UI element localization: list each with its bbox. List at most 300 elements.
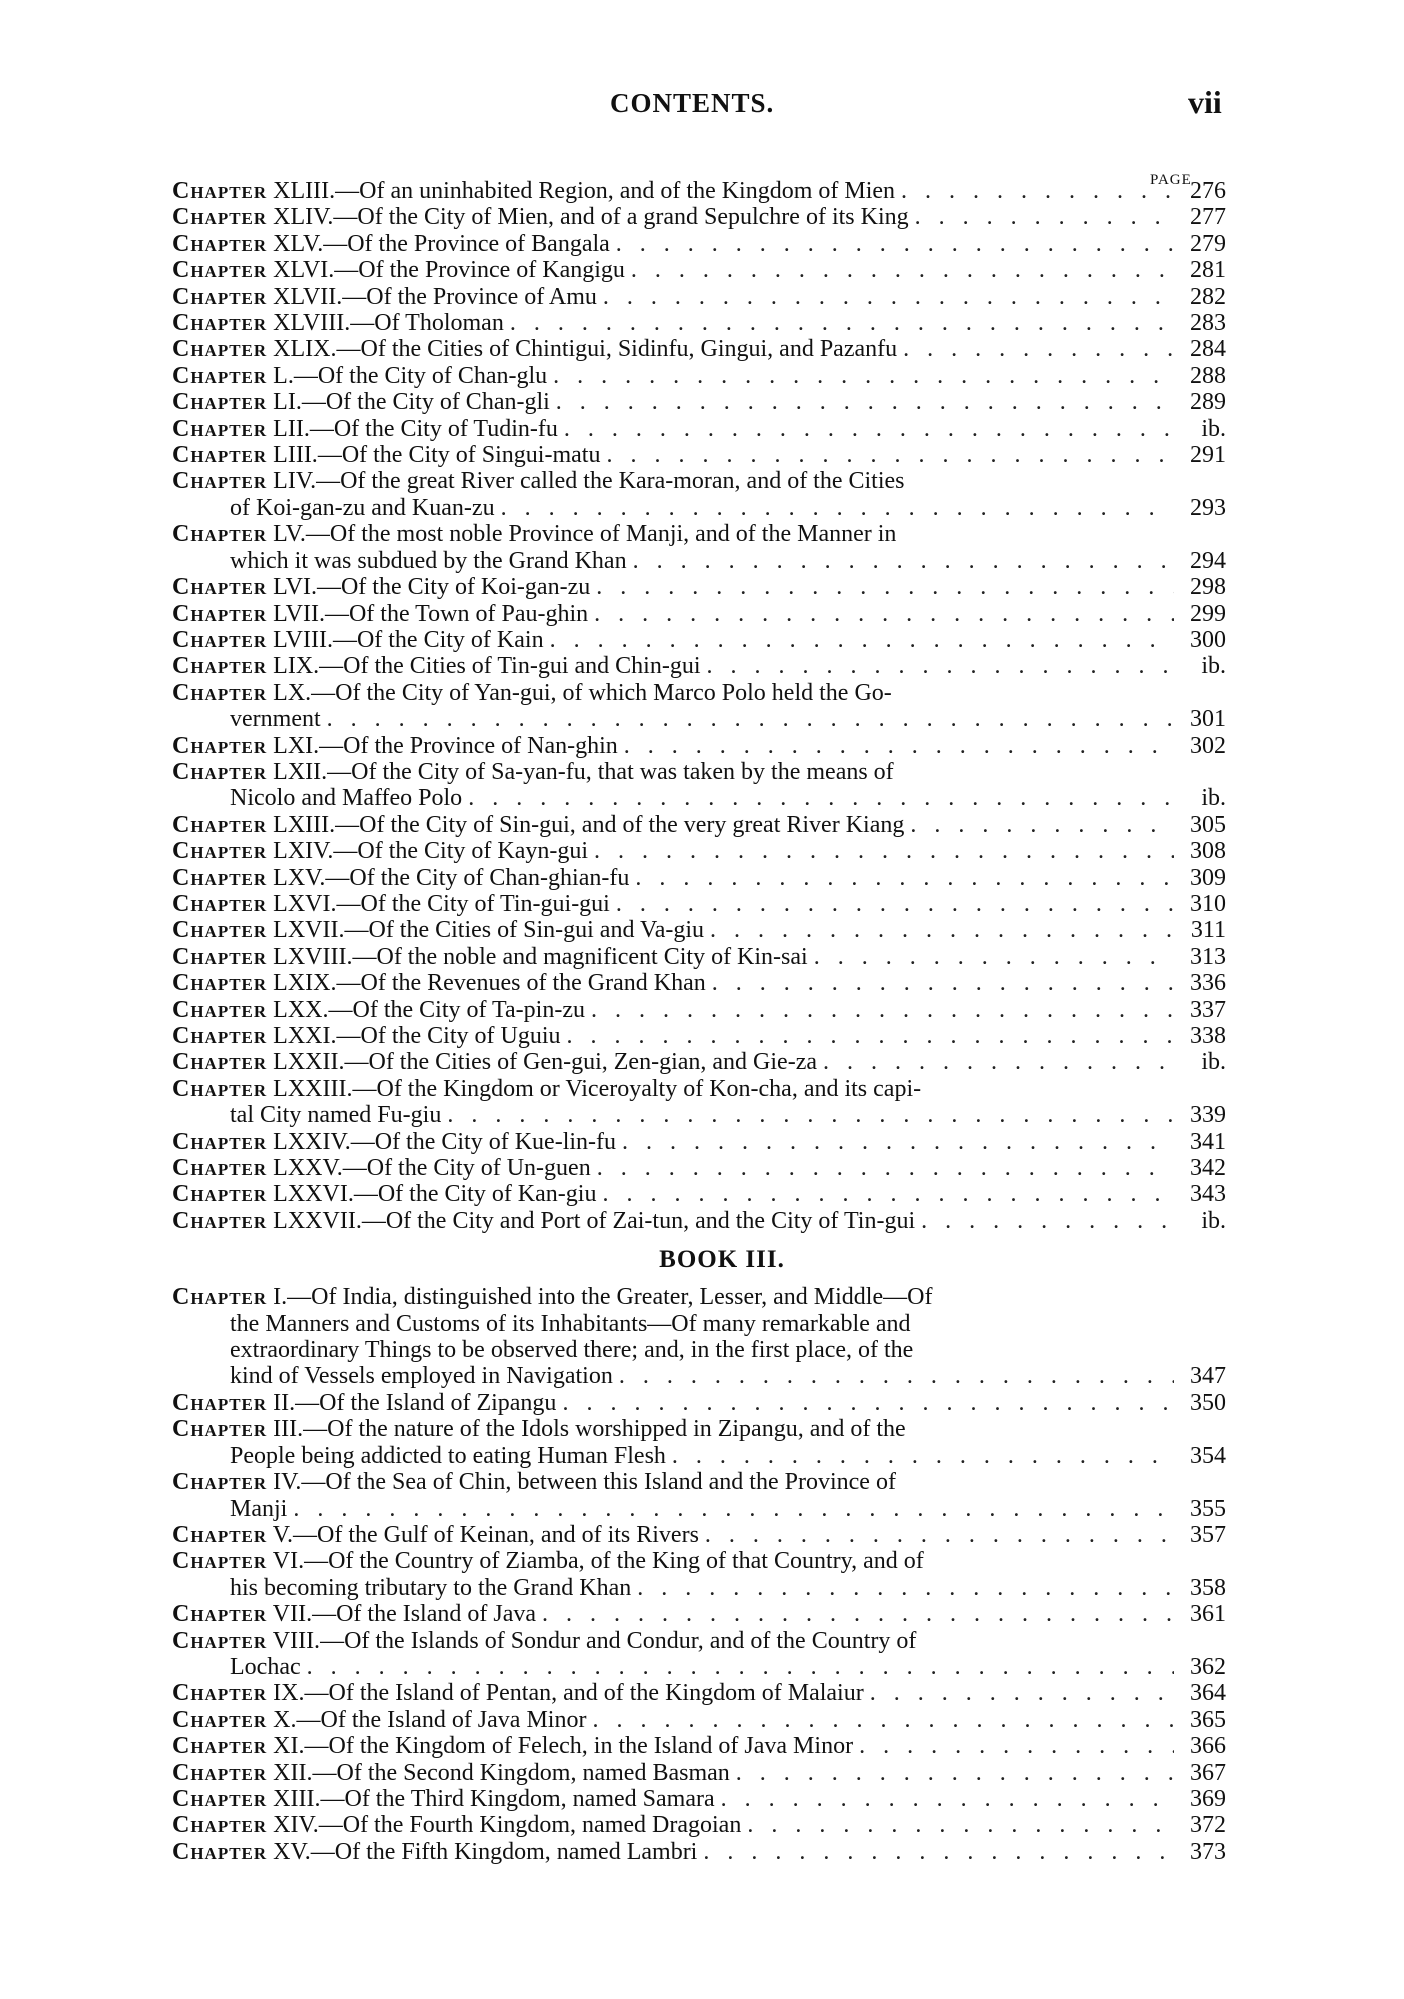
chapter-label: Chapter: [172, 943, 268, 970]
chapter-number: L.: [273, 362, 294, 389]
chapter-number: LXII.: [273, 758, 328, 785]
chapter-label: Chapter: [172, 257, 268, 284]
chapter-line: [172, 1733, 1232, 1759]
chapter-line: [172, 1390, 1232, 1416]
chapter-number: VII.: [272, 1601, 313, 1628]
toc-entry: [172, 336, 1232, 362]
chapter-label: Chapter: [172, 1838, 268, 1865]
chapter-number: XLVIII.: [273, 310, 351, 337]
dot-leader: [536, 1601, 1174, 1627]
page-number: 361: [1190, 1601, 1226, 1628]
toc-entry: [172, 1707, 1232, 1733]
chapter-number: LVI.: [273, 574, 317, 601]
chapter-title: —Of the Fourth Kingdom, named Dragoian: [318, 1812, 742, 1839]
chapter-number: LXIV.: [273, 838, 334, 865]
chapter-line: [172, 1049, 1232, 1075]
running-title: CONTENTS.: [610, 88, 775, 118]
page-number: ib.: [1201, 785, 1226, 812]
dot-leader: [597, 284, 1174, 310]
toc-entry: [172, 1129, 1232, 1155]
page-number: 354: [1190, 1442, 1226, 1469]
table-of-contents: [172, 178, 1232, 1865]
chapter-label: Chapter: [172, 626, 268, 653]
chapter-heading-line: [172, 1023, 560, 1049]
chapter-number: LI.: [273, 389, 302, 416]
chapter-heading-line: [172, 1812, 741, 1838]
chapter-title: —Of the City of Singui-matu: [317, 442, 601, 469]
chapter-heading-line: [172, 363, 547, 389]
chapter-first-line: [172, 521, 1232, 547]
chapter-number: XLV.: [273, 230, 324, 257]
chapter-label: Chapter: [172, 230, 268, 257]
dot-leader: [547, 363, 1174, 389]
chapter-number: XLIII.: [273, 178, 336, 204]
page-number: 301: [1190, 706, 1226, 733]
chapter-number: LXXV.: [273, 1155, 343, 1182]
page-number: 302: [1190, 732, 1226, 759]
dot-leader: [504, 310, 1174, 336]
chapter-number: LII.: [273, 415, 310, 442]
toc-entry: [172, 1155, 1232, 1181]
page-number: 358: [1190, 1574, 1226, 1601]
chapter-heading-line: [172, 257, 625, 283]
dot-leader: [909, 204, 1174, 230]
chapter-last-line: [172, 1443, 1232, 1469]
chapter-heading-line: [172, 1076, 921, 1102]
dot-leader: [625, 257, 1174, 283]
dot-leader: [853, 1733, 1174, 1759]
page-number: 369: [1190, 1785, 1226, 1812]
chapter-heading-line: [172, 944, 808, 970]
chapter-heading-line: [172, 1628, 916, 1654]
chapter-number: XV.: [273, 1838, 311, 1865]
chapter-number: IX.: [273, 1680, 305, 1707]
chapter-heading-line: [172, 1522, 699, 1548]
chapter-heading-line: [172, 680, 892, 706]
chapter-title: —Of the great River called the Kara-moran, and of the Cities: [316, 468, 905, 495]
chapter-label: Chapter: [172, 732, 268, 759]
chapter-first-line: [172, 1469, 1232, 1495]
chapter-line: [172, 838, 1232, 864]
chapter-title: —Of the City of Koi-gan-zu: [316, 574, 591, 601]
chapter-title-continuation: which it was subdued by the Grand Khan: [230, 547, 627, 574]
toc-entry: [172, 653, 1232, 679]
chapter-label: Chapter: [172, 917, 268, 944]
chapter-label: Chapter: [172, 1023, 268, 1049]
chapter-label: Chapter: [172, 838, 268, 865]
chapter-number: LXVIII.: [273, 943, 353, 970]
toc-entry: [172, 1548, 1232, 1601]
chapter-line: [172, 416, 1232, 442]
chapter-heading-line: [172, 891, 610, 917]
chapter-title: —Of the Fifth Kingdom, named Lambri: [310, 1838, 698, 1865]
chapter-number: XIV.: [273, 1812, 319, 1839]
page-number: 299: [1190, 600, 1226, 627]
dot-leader: [544, 627, 1174, 653]
chapter-title-continuation: Nicolo and Maffeo Polo: [230, 785, 463, 812]
page-number: 313: [1190, 943, 1226, 970]
page-number: 281: [1190, 257, 1226, 284]
chapter-number: LXXI.: [273, 1023, 337, 1049]
page-number: 311: [1190, 917, 1226, 944]
chapter-title: —Of the City of Chan-glu: [293, 362, 548, 389]
chapter-title-continuation: tal City named Fu-giu: [230, 1102, 442, 1129]
running-head: [0, 84, 1404, 128]
toc-entry: [172, 733, 1232, 759]
chapter-title: —Of the Island of Java: [312, 1601, 537, 1628]
dot-leader: [666, 1443, 1174, 1469]
chapter-number: LXIX.: [273, 970, 337, 997]
toc-entry: [172, 1208, 1232, 1234]
chapter-label: Chapter: [172, 178, 268, 204]
chapter-line: [172, 1522, 1232, 1548]
toc-entry: [172, 1839, 1232, 1865]
dot-leader: [588, 838, 1174, 864]
chapter-line: [172, 812, 1232, 838]
chapter-title-continuation: vernment: [230, 706, 321, 733]
page-number: 341: [1190, 1128, 1226, 1155]
toc-entry: [172, 363, 1232, 389]
chapter-title: —Of the Cities of Sin-gui and Va-giu: [344, 917, 705, 944]
chapter-number: LXVI.: [273, 890, 337, 917]
page-number: 294: [1190, 547, 1226, 574]
chapter-title: —Of India, distinguished into the Greater, Lesser, and Middle—Of: [287, 1284, 933, 1311]
chapter-heading-line: [172, 627, 544, 653]
dot-leader: [697, 1839, 1174, 1865]
dot-leader: [715, 1786, 1174, 1812]
dot-leader: [701, 653, 1175, 679]
page-number: ib.: [1201, 1049, 1226, 1076]
chapter-label: Chapter: [172, 362, 268, 389]
toc-entry: [172, 1049, 1232, 1075]
toc-entry: [172, 1628, 1232, 1681]
page-number: 373: [1190, 1838, 1226, 1865]
toc-entry: [172, 970, 1232, 996]
toc-entry: [172, 468, 1232, 521]
chapter-label: Chapter: [172, 864, 268, 891]
page-number: 364: [1190, 1680, 1226, 1707]
chapter-line: [172, 363, 1232, 389]
chapter-title: —Of the Island of Pentan, and of the Kingdom of Malaiur: [304, 1680, 864, 1707]
dot-leader: [556, 1390, 1174, 1416]
toc-entry: [172, 1680, 1232, 1706]
page-number: 305: [1190, 811, 1226, 838]
toc-entry: [172, 416, 1232, 442]
chapter-label: Chapter: [172, 1680, 268, 1707]
page-number: 300: [1190, 626, 1226, 653]
page-number: 298: [1190, 574, 1226, 601]
chapter-line: [172, 231, 1232, 257]
page-number: 279: [1190, 230, 1226, 257]
dot-leader: [699, 1522, 1174, 1548]
chapter-label: Chapter: [172, 1627, 268, 1654]
toc-entry: [172, 1181, 1232, 1207]
chapter-label: Chapter: [172, 1785, 268, 1812]
page-number: 277: [1190, 204, 1226, 231]
dot-leader: [864, 1680, 1174, 1706]
page-number: 288: [1190, 362, 1226, 389]
chapter-title-continuation: Lochac: [230, 1653, 301, 1680]
chapter-last-line: [172, 1575, 1232, 1601]
chapter-label: Chapter: [172, 1181, 268, 1208]
dot-leader: [895, 178, 1174, 204]
chapter-title-continuation: extraordinary Things to be observed there; and, in the first place, of the: [230, 1337, 914, 1364]
chapter-heading-line: [172, 521, 896, 547]
chapter-heading-line: [172, 468, 905, 494]
chapter-line: [172, 891, 1232, 917]
chapter-line: [172, 1023, 1232, 1049]
dot-leader: [741, 1812, 1174, 1838]
chapter-number: LXXIII.: [273, 1075, 353, 1102]
page-number: 310: [1190, 890, 1226, 917]
dot-leader: [610, 891, 1174, 917]
toc-entry: [172, 1023, 1232, 1049]
chapter-last-line: [172, 785, 1232, 811]
chapter-number: LX.: [273, 679, 312, 706]
toc-entry: [172, 1076, 1232, 1129]
chapter-line: [172, 574, 1232, 600]
page-number: 350: [1190, 1389, 1226, 1416]
chapter-title: —Of an uninhabited Region, and of the Kingdom of Mien: [335, 178, 896, 204]
chapter-line: [172, 917, 1232, 943]
chapter-label: Chapter: [172, 468, 268, 495]
chapter-number: LIII.: [273, 442, 318, 469]
chapter-title: —Of the Third Kingdom, named Samara: [320, 1785, 715, 1812]
chapter-heading-line: [172, 1733, 853, 1759]
toc-entry: [172, 680, 1232, 733]
toc-entry: [172, 601, 1232, 627]
chapter-label: Chapter: [172, 811, 268, 838]
chapter-heading-line: [172, 1469, 896, 1495]
chapter-label: Chapter: [172, 442, 268, 469]
chapter-line: [172, 1680, 1232, 1706]
chapter-number: XIII.: [273, 1785, 321, 1812]
chapter-heading-line: [172, 336, 897, 362]
chapter-label: Chapter: [172, 574, 268, 601]
chapter-number: XI.: [273, 1733, 305, 1760]
chapter-label: Chapter: [172, 996, 268, 1023]
chapter-label: Chapter: [172, 1521, 268, 1548]
chapter-heading-line: [172, 733, 618, 759]
toc-book-ii-section: [172, 178, 1232, 1234]
chapter-line: [172, 944, 1232, 970]
toc-entry: [172, 812, 1232, 838]
chapter-heading-line: [172, 838, 588, 864]
page-number: 367: [1190, 1759, 1226, 1786]
chapter-number: VIII.: [272, 1627, 321, 1654]
chapter-label: Chapter: [172, 1128, 268, 1155]
dot-leader: [600, 442, 1174, 468]
chapter-number: IV.: [273, 1469, 302, 1496]
chapter-line: [172, 1760, 1232, 1786]
chapter-line: [172, 204, 1232, 230]
chapter-label: Chapter: [172, 283, 268, 310]
chapter-label: Chapter: [172, 389, 268, 416]
toc-entry: [172, 1416, 1232, 1469]
chapter-heading-line: [172, 812, 904, 838]
chapter-title: —Of the Revenues of the Grand Khan: [336, 970, 706, 997]
chapter-heading-line: [172, 1601, 536, 1627]
chapter-title-continuation: of Koi-gan-zu and Kuan-zu: [230, 494, 495, 521]
dot-leader: [817, 1049, 1174, 1075]
toc-entry: [172, 204, 1232, 230]
chapter-title: —Of the Province of Bangala: [323, 230, 610, 257]
chapter-last-line: [172, 548, 1232, 574]
page-number: 293: [1190, 494, 1226, 521]
chapter-title: —Of the City of Tin-gui-gui: [336, 890, 610, 917]
chapter-first-line: [172, 1076, 1232, 1102]
page-number: 309: [1190, 864, 1226, 891]
dot-leader: [462, 785, 1174, 811]
dot-leader: [618, 733, 1174, 759]
page-number: 355: [1190, 1495, 1226, 1522]
chapter-line: [172, 1181, 1232, 1207]
chapter-first-line: [172, 759, 1232, 785]
chapter-title: —Of the Cities of Chintigui, Sidinfu, Gingui, and Pazanfu: [336, 336, 898, 363]
chapter-heading-line: [172, 601, 588, 627]
toc-entry: [172, 838, 1232, 864]
chapter-heading-line: [172, 997, 585, 1023]
chapter-label: Chapter: [172, 1075, 268, 1102]
chapter-first-line: [172, 1548, 1232, 1574]
page-number: 339: [1190, 1102, 1226, 1129]
dot-leader: [588, 601, 1174, 627]
chapter-number: LVII.: [273, 600, 325, 627]
chapter-number: VI.: [272, 1548, 305, 1575]
chapter-heading-line: [172, 865, 629, 891]
dot-leader: [704, 917, 1174, 943]
chapter-heading-line: [172, 917, 704, 943]
toc-entry: [172, 917, 1232, 943]
chapter-title: —Of the City of Chan-gli: [301, 389, 550, 416]
chapter-line: [172, 336, 1232, 362]
page-column-label: PAGE: [1150, 172, 1192, 188]
toc-entry: [172, 1284, 1232, 1390]
toc-entry: [172, 284, 1232, 310]
dot-leader: [301, 1654, 1174, 1680]
toc-entry: [172, 1812, 1232, 1838]
chapter-title: —Of the noble and magnificent City of Kin-sai: [352, 943, 808, 970]
chapter-title-continuation: Manji: [230, 1495, 288, 1522]
chapter-line: [172, 970, 1232, 996]
chapter-last-line: [172, 1363, 1232, 1389]
chapter-heading-line: [172, 970, 706, 996]
page-number: 308: [1190, 838, 1226, 865]
chapter-title: —Of the City and Port of Zai-tun, and the City of Tin-gui: [361, 1207, 916, 1234]
chapter-last-line: [172, 1496, 1232, 1522]
chapter-number: LV.: [273, 521, 306, 548]
dot-leader: [441, 1102, 1174, 1128]
dot-leader: [631, 1575, 1174, 1601]
dot-leader: [550, 389, 1174, 415]
chapter-heading-line: [172, 574, 590, 600]
chapter-line: [172, 310, 1232, 336]
chapter-line: [172, 601, 1232, 627]
chapter-number: V.: [272, 1521, 293, 1548]
chapter-title-continuation: People being addicted to eating Human Flesh: [230, 1442, 666, 1469]
chapter-heading-line: [172, 1129, 616, 1155]
chapter-last-line: [172, 706, 1232, 732]
dot-leader: [629, 865, 1174, 891]
dot-leader: [495, 495, 1174, 521]
chapter-label: Chapter: [172, 1284, 268, 1311]
chapter-title-continuation: the Manners and Customs of its Inhabitants—Of many remarkable and: [230, 1310, 911, 1337]
dot-leader: [610, 231, 1174, 257]
chapter-title: —Of the City of Mien, and of a grand Sepulchre of its King: [333, 204, 909, 231]
page-number: 336: [1190, 970, 1226, 997]
dot-leader: [586, 1707, 1174, 1733]
chapter-title: —Of the City of Yan-gui, of which Marco Polo held the Go-: [311, 679, 892, 706]
page-number: 291: [1190, 442, 1226, 469]
chapter-title: —Of the Gulf of Keinan, and of its Rivers: [293, 1521, 699, 1548]
book-heading: BOOK III.: [659, 1246, 785, 1274]
chapter-title: —Of Tholoman: [350, 310, 504, 337]
chapter-label: Chapter: [172, 653, 268, 680]
dot-leader: [613, 1363, 1174, 1389]
chapter-label: Chapter: [172, 521, 268, 548]
chapter-number: LXXVII.: [273, 1207, 362, 1234]
dot-leader: [560, 1023, 1174, 1049]
chapter-heading-line: [172, 442, 600, 468]
chapter-number: LXI.: [273, 732, 320, 759]
chapter-label: Chapter: [172, 1759, 268, 1786]
page-number: 362: [1190, 1653, 1226, 1680]
chapter-title: —Of the Cities of Tin-gui and Chin-gui: [319, 653, 701, 680]
chapter-heading-line: [172, 284, 597, 310]
dot-leader: [596, 1181, 1174, 1207]
chapter-label: Chapter: [172, 336, 268, 363]
dot-leader: [730, 1760, 1174, 1786]
chapter-label: Chapter: [172, 600, 268, 627]
chapter-line: [172, 1839, 1232, 1865]
chapter-heading-line: [172, 416, 558, 442]
toc-entry: [172, 944, 1232, 970]
chapter-label: Chapter: [172, 1733, 268, 1760]
toc-entry: [172, 521, 1232, 574]
chapter-title: —Of the City of Ta-pin-zu: [328, 996, 585, 1023]
chapter-title: —Of the Island of Zipangu: [295, 1389, 557, 1416]
toc-entry: [172, 178, 1232, 204]
dot-leader: [897, 336, 1174, 362]
dot-leader: [558, 416, 1174, 442]
chapter-title: —Of the Kingdom of Felech, in the Island of Java Minor: [304, 1733, 854, 1760]
chapter-number: LXVII.: [273, 917, 345, 944]
page-number: 342: [1190, 1155, 1226, 1182]
chapter-label: Chapter: [172, 1155, 268, 1182]
chapter-title: —Of the Province of Nan-ghin: [319, 732, 618, 759]
chapter-heading-line: [172, 1680, 864, 1706]
chapter-title: —Of the Province of Kangigu: [334, 257, 625, 284]
toc-entry: [172, 1522, 1232, 1548]
chapter-title-continuation: kind of Vessels employed in Navigation: [230, 1363, 613, 1390]
page-number: 283: [1190, 310, 1226, 337]
chapter-line: [172, 733, 1232, 759]
toc-entry: [172, 1469, 1232, 1522]
toc-entry: [172, 865, 1232, 891]
page-number: ib.: [1201, 415, 1226, 442]
chapter-title: —Of the Sea of Chin, between this Island and the Province of: [301, 1469, 896, 1496]
chapter-label: Chapter: [172, 415, 268, 442]
chapter-title: —Of the most noble Province of Manji, and of the Manner in: [305, 521, 897, 548]
chapter-title: —Of the City of Chan-ghian-fu: [325, 864, 630, 891]
chapter-heading-line: [172, 759, 894, 785]
chapter-title: —Of the City of Sa-yan-fu, that was taken by the means of: [327, 758, 894, 785]
toc-entry: [172, 1390, 1232, 1416]
chapter-last-line: [172, 495, 1232, 521]
chapter-heading-line: [172, 1707, 586, 1733]
dot-leader: [627, 548, 1174, 574]
chapter-number: LXXIV.: [273, 1128, 351, 1155]
